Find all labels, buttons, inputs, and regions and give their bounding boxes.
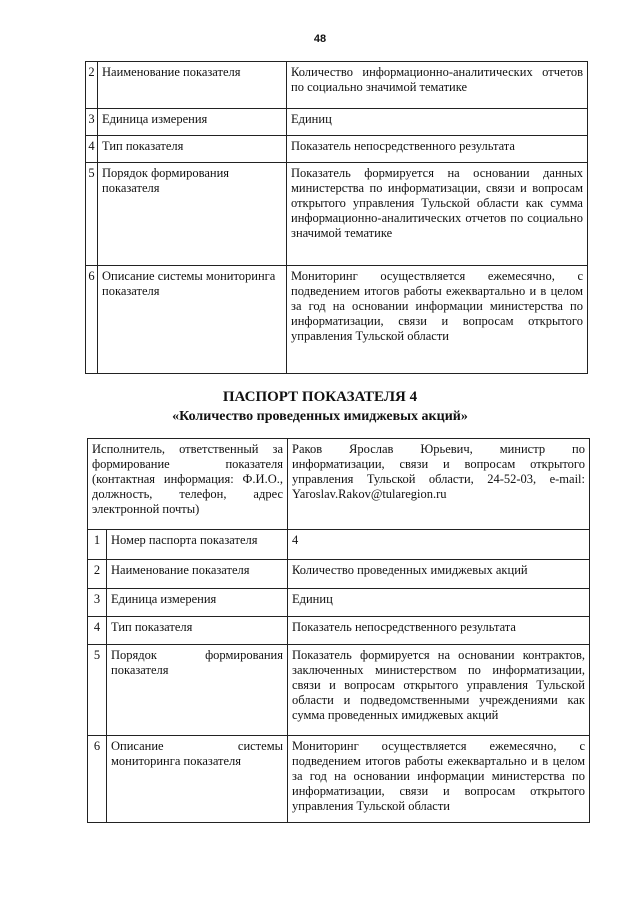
indicator-passport-table: [87, 438, 590, 823]
table-row: [86, 163, 588, 266]
table-row: [86, 136, 588, 163]
table-row: [88, 736, 590, 823]
row-number: 5: [86, 163, 98, 266]
row-number: 2: [88, 560, 107, 589]
passport-subtitle: «Количество проведенных имиджевых акций»: [172, 409, 468, 424]
row-value: Показатель формируется на основании контрактов, заключенных министерством по информатизации, связи и вопросам открытого управления Тульской области и подведомственными учреждениями как сумма проведенных имиджевых акций: [288, 645, 590, 736]
row-value: Показатель непосредственного результата: [288, 617, 590, 645]
row-value: Количество информационно-аналитических отчетов по социально значимой тематике: [287, 62, 588, 109]
passport-title: ПАСПОРТ ПОКАЗАТЕЛЯ 4: [222, 389, 418, 405]
row-value: Мониторинг осуществляется ежемесячно, с подведением итогов работы ежеквартально и в целом за год на основании информации министерства по информатизации, связи и вопросам открытого управления Тульской области: [288, 736, 590, 823]
row-label: Единица измерения: [107, 589, 288, 617]
row-label: Наименование показателя: [98, 62, 287, 109]
row-label: Тип показателя: [107, 617, 288, 645]
table-header-row: [88, 439, 590, 530]
row-label: Номер паспорта показателя: [107, 530, 288, 560]
table-row: [88, 589, 590, 617]
row-number: 3: [88, 589, 107, 617]
table-row: [88, 645, 590, 736]
row-number: 4: [86, 136, 98, 163]
row-value: Единиц: [287, 109, 588, 136]
row-number: 3: [86, 109, 98, 136]
row-label: Описание системы мониторинга показателя: [107, 736, 288, 823]
row-number: 6: [88, 736, 107, 823]
table-row: [86, 109, 588, 136]
executor-label: Исполнитель, ответственный за формирование показателя (контактная информация: Ф.И.О., должность, телефон, адрес электронной почты): [88, 439, 288, 530]
row-label: Порядок формирования показателя: [98, 163, 287, 266]
row-label: Единица измерения: [98, 109, 287, 136]
row-value: Мониторинг осуществляется ежемесячно, с подведением итогов работы ежеквартально и в целом за год на основании информации министерства по информатизации, связи и вопросам открытого управления Тульской области: [287, 266, 588, 374]
row-number: 1: [88, 530, 107, 560]
executor-value: Раков Ярослав Юрьевич, министр по информатизации, связи и вопросам открытого управления Тульской области, 24-52-03, e-mail: Yaroslav.Rakov@tularegion.ru: [288, 439, 590, 530]
table-row: [88, 530, 590, 560]
page-number: 48: [313, 33, 327, 45]
row-value: Единиц: [288, 589, 590, 617]
row-number: 6: [86, 266, 98, 374]
table-row: [88, 560, 590, 589]
indicator-passport-table-continued: [85, 61, 588, 374]
row-value: Показатель непосредственного результата: [287, 136, 588, 163]
table-row: [86, 62, 588, 109]
row-number: 4: [88, 617, 107, 645]
row-value: Количество проведенных имиджевых акций: [288, 560, 590, 589]
table-row: [86, 266, 588, 374]
row-label: Порядок формирования показателя: [107, 645, 288, 736]
table-row: [88, 617, 590, 645]
row-value: Показатель формируется на основании данных министерства по информатизации, связи и вопросам открытого управления Тульской области как сумма информационно-аналитических отчетов по социально значимой тематике: [287, 163, 588, 266]
row-label: Описание системы мониторинга показателя: [98, 266, 287, 374]
row-number: 5: [88, 645, 107, 736]
row-label: Наименование показателя: [107, 560, 288, 589]
row-value: 4: [288, 530, 590, 560]
row-label: Тип показателя: [98, 136, 287, 163]
row-number: 2: [86, 62, 98, 109]
